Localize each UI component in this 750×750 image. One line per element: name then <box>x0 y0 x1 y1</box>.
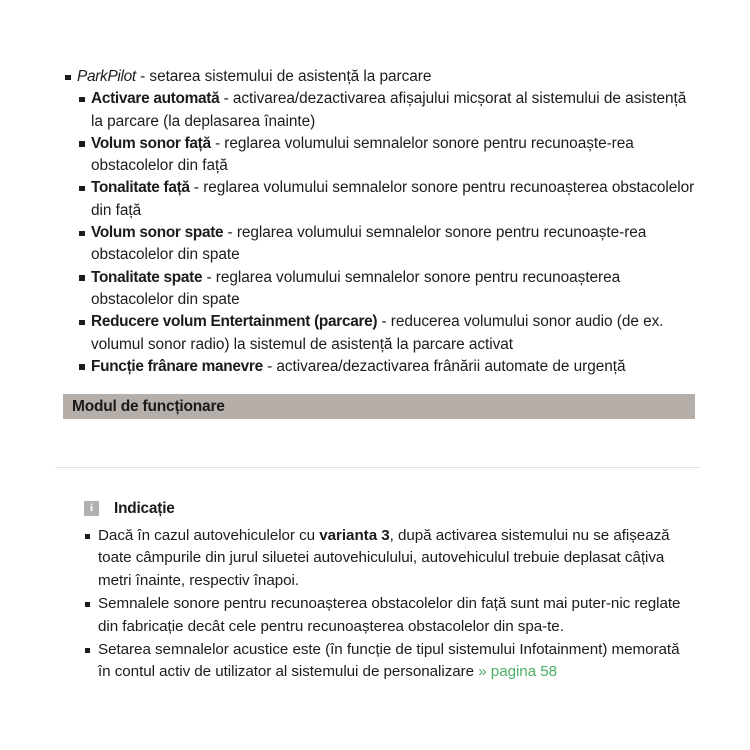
list-item <box>63 311 697 356</box>
note-text-before-bold: Dacă în cazul autovehiculelor cu <box>98 527 320 544</box>
note-text: Semnalele sonore pentru recunoașterea obstacolelor din față sunt mai puter-nic reglate din fabricație decât cele pentru recunoașterea obstacolelor din spa-te. <box>98 595 681 635</box>
horizontal-divider <box>55 467 700 468</box>
bullet-marker-icon <box>79 141 85 147</box>
section-title: Modul de funcționare <box>72 398 225 415</box>
note-list-item <box>84 593 692 638</box>
list-item-description: reducerea volumului sonor audio (de ex. volumul sonor radio) la sistemul de asistență la parcare activat <box>91 313 664 353</box>
list-item-description: reglarea volumului semnalelor sonore pentru recunoașterea obstacolelor din față <box>91 179 695 219</box>
list-item-description: activarea/dezactivarea afișajului micșorat al sistemului de asistență la parcare (la deplasarea înainte) <box>91 90 687 130</box>
list-item <box>63 356 697 378</box>
bullet-marker-icon <box>65 75 71 81</box>
section-heading-bar <box>63 394 695 419</box>
list-item-term: Volum sonor spate <box>91 224 224 242</box>
list-item-separator: - <box>219 90 233 108</box>
list-item <box>63 267 697 312</box>
list-item-term: Tonalitate față <box>91 179 190 197</box>
list-item-description: reglarea volumului semnalelor sonore pentru recunoaște-rea obstacolelor din față <box>91 134 634 175</box>
list-item-term: Reducere volum Entertainment (parcare) <box>91 313 378 331</box>
list-item <box>63 88 697 133</box>
list-item-separator: - <box>189 179 204 197</box>
list-item <box>63 222 697 267</box>
list-item-separator: - <box>262 357 277 375</box>
note-text-after-bold: , după activarea sistemului nu se afișează toate câmpurile din jurul siluetei autovehiculului, autovehiculul trebuie deplasat câțiva metri înainte, respectiv înapoi. <box>98 527 670 589</box>
list-item-separator: - <box>223 224 237 242</box>
bullet-marker-icon <box>85 534 90 539</box>
bullet-marker-icon <box>79 364 85 370</box>
note-header <box>84 500 692 522</box>
note-title: Indicație <box>114 500 175 517</box>
list-item-separator: - <box>210 134 225 152</box>
bullet-marker-icon <box>79 97 85 103</box>
note-text-before-link: Setarea semnalelor acustice este (în funcție de tipul sistemului Infotainment) memorată în contul activ de utilizator al sistemului de personalizare <box>98 641 680 681</box>
bullet-marker-icon <box>79 320 85 326</box>
list-item-separator: - <box>202 268 216 286</box>
settings-bullet-list <box>63 66 697 378</box>
cross-reference-link[interactable] <box>478 663 557 680</box>
list-item-description: setarea sistemului de asistență la parcare <box>149 68 432 85</box>
list-item-term: Funcție frânare manevre <box>91 357 263 375</box>
list-item-description: reglarea volumului semnalelor sonore pentru recunoașterea obstacolelor din spate <box>91 268 621 308</box>
bullet-marker-icon <box>85 602 90 607</box>
cross-reference-label: pagina 58 <box>486 663 558 681</box>
list-item-separator: - <box>377 313 391 331</box>
note-list-item <box>84 525 692 592</box>
list-item-separator: - <box>135 68 150 85</box>
list-item-description: activarea/dezactivarea frânării automate de urgență <box>276 357 626 375</box>
bullet-marker-icon <box>85 648 90 653</box>
bullet-marker-icon <box>79 275 85 281</box>
bullet-marker-icon <box>79 186 85 192</box>
list-item-term: ParkPilot <box>77 68 136 85</box>
list-item-term: Tonalitate spate <box>91 268 203 286</box>
list-item-description: reglarea volumului semnalelor sonore pentru recunoaște-rea obstacolelor din spate <box>91 224 647 264</box>
list-item <box>63 133 697 178</box>
list-item <box>63 177 697 222</box>
list-item <box>63 66 697 88</box>
bullet-marker-icon <box>79 231 85 237</box>
chevron-right-icon: » <box>478 663 487 681</box>
list-item-term: Volum sonor față <box>91 134 211 152</box>
note-bold-emphasis: varianta 3 <box>319 527 390 544</box>
list-item-term: Activare automată <box>91 90 220 108</box>
info-icon: i <box>84 501 99 516</box>
note-list-item <box>84 639 692 684</box>
note-box <box>84 500 692 685</box>
